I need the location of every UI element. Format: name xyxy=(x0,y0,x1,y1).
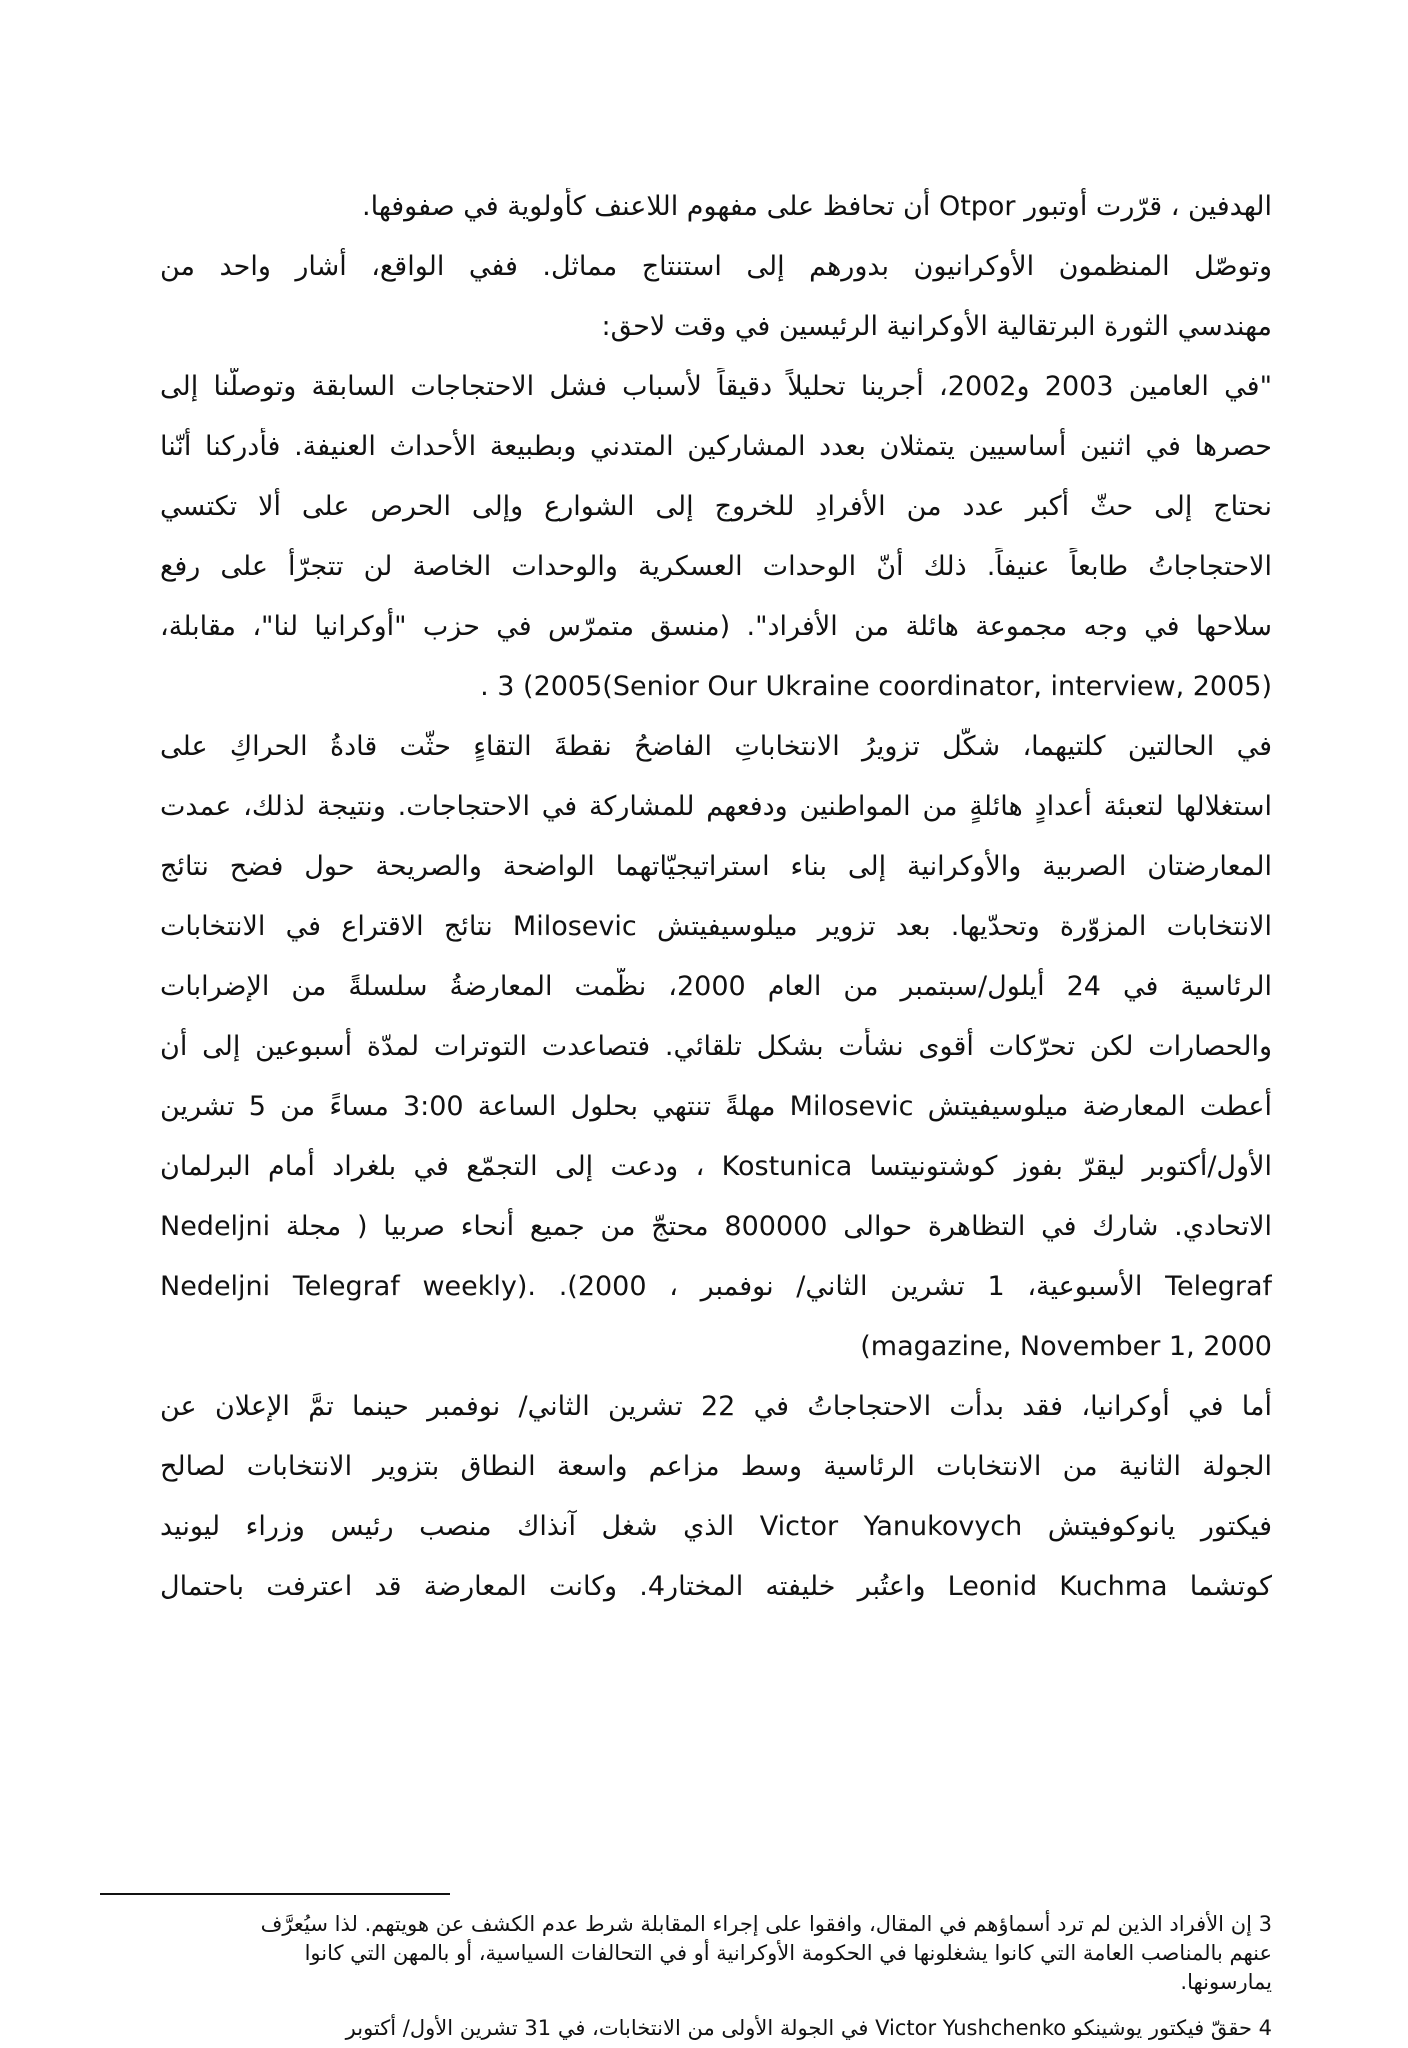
footnote-3 xyxy=(160,1910,1272,1997)
body-line: مهندسي الثورة البرتقالية الأوكرانية الرئيسين في وقت لاحق: xyxy=(601,311,1272,342)
body-line: في الحالتين كلتيهما، شكّل تزويرُ الانتخاباتِ الفاضحُ نقطةَ التقاءٍ حثّت قادةُ الحراكِ على xyxy=(160,731,1272,762)
footnote-line: يمارسونها. xyxy=(1180,1970,1272,1994)
body-line: (Senior Our Ukraine coordinator, interview, 2005)3 (2005 . xyxy=(480,671,1272,702)
body-line: سلاحها في وجه مجموعة هائلة من الأفراد". (منسق متمرّس في حزب "أوكرانيا لنا"، مقابلة، xyxy=(160,611,1272,642)
body-line: نحتاج إلى حثّ أكبر عدد من الأفرادِ للخروج إلى الشوارع وإلى الحرص على ألا تكتسي xyxy=(160,491,1272,522)
body-line: magazine, November 1, 2000) xyxy=(860,1331,1272,1362)
body-line: الهدفين ، قرّرت أوتبور Otpor أن تحافظ على مفهوم اللاعنف كأولوية في صفوفها. xyxy=(362,191,1272,222)
footnote-line: 3 إن الأفراد الذين لم ترد أسماؤهم في المقال، وافقوا على إجراء المقابلة شرط عدم الكشف عن هويتهم. لذا سيُعرَّف xyxy=(260,1912,1272,1936)
body-line: فيكتور يانوكوفيتش Victor Yanukovych الذي شغل آنذاك منصب رئيس وزراء ليونيد xyxy=(160,1511,1272,1542)
footnote-4 xyxy=(160,2014,1272,2043)
body-line: الانتخابات المزوّرة وتحدّيها. بعد تزوير ميلوسيفيتش Milosevic نتائج الاقتراع في الانتخابات xyxy=(160,911,1272,942)
body-line: الجولة الثانية من الانتخابات الرئاسية وسط مزاعم واسعة النطاق بتزوير الانتخابات لصالح xyxy=(160,1451,1272,1482)
footnote-line: عنهم بالمناصب العامة التي كانوا يشغلونها في الحكومة الأوكرانية أو في التحالفات السياسية، أو بالمهن التي كانوا xyxy=(304,1941,1272,1965)
body-line: استغلالها لتعبئة أعدادٍ هائلةٍ من المواطنين ودفعهم للمشاركة في الاحتجاجات. ونتيجة لذلك، عمدت xyxy=(160,791,1272,822)
body-line: الأول/أكتوبر ليقرّ بفوز كوشتونيتسا Kostunica ، ودعت إلى التجمّع في بلغراد أمام البرلمان xyxy=(160,1151,1272,1182)
body-line: الاتحادي. شارك في التظاهرة حوالى 800000 محتجّ من جميع أنحاء صربيا ( مجلة Nedeljni xyxy=(160,1211,1272,1242)
body-line: كوتشما Leonid Kuchma واعتُبر خليفته المختار4. وكانت المعارضة قد اعترفت باحتمال xyxy=(160,1571,1272,1602)
body-line: وتوصّل المنظمون الأوكرانيون بدورهم إلى استنتاج مماثل. ففي الواقع، أشار واحد من xyxy=(160,251,1272,282)
footnote-separator xyxy=(100,1893,450,1895)
body-line: الرئاسية في 24 أيلول/سبتمبر من العام 2000، نظّمت المعارضةُ سلسلةً من الإضرابات xyxy=(160,971,1272,1002)
body-line: المعارضتان الصربية والأوكرانية إلى بناء استراتيجيّاتهما الواضحة والصريحة حول فضح نتائج xyxy=(160,851,1272,882)
document-body xyxy=(160,188,1272,1628)
body-line: "في العامين 2003 و2002، أجرينا تحليلاً دقيقاً لأسباب فشل الاحتجاجات السابقة وتوصلّنا إلى xyxy=(160,371,1272,402)
body-line: أعطت المعارضة ميلوسيفيتش Milosevic مهلةً تنتهي بحلول الساعة 3:00 مساءً من 5 تشرين xyxy=(160,1091,1272,1122)
body-line: والحصارات لكن تحرّكات أقوى نشأت بشكل تلقائي. فتصاعدت التوترات لمدّة أسبوعين إلى أن xyxy=(160,1031,1272,1062)
body-line: الاحتجاجاتُ طابعاً عنيفاً. ذلك أنّ الوحدات العسكرية والوحدات الخاصة لن تتجرّأ على رفع xyxy=(160,551,1272,582)
body-line: Telegraf الأسبوعية، 1 تشرين الثاني/ نوفمبر ، 2000). .(Nedeljni Telegraf weekly xyxy=(160,1271,1272,1302)
body-line: حصرها في اثنين أساسيين يتمثلان بعدد المشاركين المتدني وبطبيعة الأحداث العنيفة. فأدركنا أنّنا xyxy=(160,431,1272,462)
body-line: أما في أوكرانيا، فقد بدأت الاحتجاجاتُ في 22 تشرين الثاني/ نوفمبر حينما تمَّ الإعلان عن xyxy=(160,1391,1272,1422)
footnote-line: 4 حققّ فيكتور يوشينكو Victor Yushchenko في الجولة الأولى من الانتخابات، في 31 تشرين الأول/ أكتوبر xyxy=(345,2016,1272,2040)
